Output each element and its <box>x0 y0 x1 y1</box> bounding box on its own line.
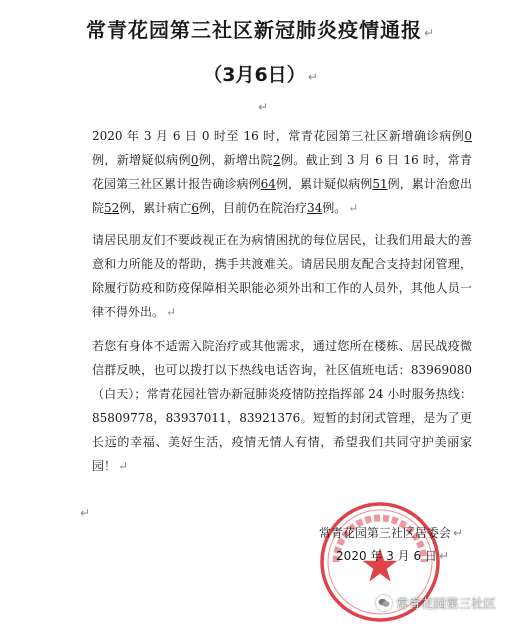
para1-text: 例，累计病亡 <box>119 201 192 215</box>
notice-title-text: 常青花园第三社区新冠肺炎疫情通报 <box>85 18 422 42</box>
paragraph-mark-icon: ↵ <box>307 70 318 84</box>
new-suspected-count: 0 <box>190 153 199 167</box>
hotline-text: 若您有身体不适需入院治疗或其他需求，通过您所在楼栋、居民战疫微信群反映，也可以拨打以下热线电话咨询，社区值班电话：83969080（白天）；常青花园社管办新冠肺炎疫情防控指挥部 24 小时服务热线：85809778，83937011，83921376。短暂的封闭式管理，是为了更长远的幸福、美好生活，疫情无情人有情，希望我们共同守护美丽家园！ <box>92 339 472 473</box>
notice-date-subtitle <box>0 60 521 87</box>
para1-text: 例。截止到 3 月 6 日 16 时，常青花园第三社区累计报告确诊病例 <box>92 153 472 191</box>
appeal-text: 请居民朋友们不要歧视正在为病情困扰的每位居民，让我们用最大的善意和力所能及的帮助，携手共渡难关。请居民朋友配合支持封闭管理，除履行防疫和防疫保障相关职能必须外出和工作的人员外，其他人员一律不得外出。 <box>92 233 472 319</box>
signer-name: 常青花园第三社区居委会 <box>318 526 451 540</box>
para1-text: 例，新增疑似病例 <box>92 153 191 167</box>
paragraph-mark-icon: ↵ <box>438 549 449 563</box>
statistics-paragraph <box>66 124 472 220</box>
para1-text: 例。 <box>322 201 347 215</box>
notice-title <box>0 14 521 43</box>
para1-text: 2020 年 3 月 6 日 0 时至 16 时，常青花园第三社区新增确诊病例 <box>92 129 465 143</box>
paragraph-mark-icon: ↵ <box>452 526 463 540</box>
paragraph-mark-icon: ↵ <box>423 26 436 40</box>
wechat-watermark <box>376 594 496 612</box>
notice-subtitle-text: （3月6日） <box>203 64 306 86</box>
total-cured-count: 52 <box>104 201 120 215</box>
paragraph-mark-icon: ↵ <box>80 506 91 520</box>
sign-date-line <box>336 547 449 564</box>
total-deaths-count: 6 <box>191 201 199 215</box>
para1-text: 例，新增出院 <box>198 153 273 167</box>
total-confirmed-count: 64 <box>260 177 276 191</box>
paragraph-mark-icon: ↵ <box>166 305 177 319</box>
watermark-text: 常青花园第三社区 <box>396 596 497 611</box>
paragraph-mark-icon: ↵ <box>258 100 269 114</box>
new-confirmed-count: 0 <box>464 129 472 143</box>
sign-date: 2020 年 3 月 6 日 <box>336 549 437 563</box>
in-hospital-count: 34 <box>306 201 323 215</box>
new-discharged-count: 2 <box>272 153 281 167</box>
wechat-icon <box>376 595 392 611</box>
para1-text: 例，目前仍在院治疗 <box>198 201 307 215</box>
appeal-paragraph <box>66 228 472 324</box>
signer-line <box>319 524 463 541</box>
hotline-paragraph <box>66 334 472 478</box>
para1-text: 例，累计疑似病例 <box>275 177 373 191</box>
paragraph-mark-icon: ↵ <box>348 201 359 215</box>
paragraph-mark-icon: ↵ <box>118 459 129 473</box>
para1-text: 例，累计治愈出院 <box>92 177 472 215</box>
total-suspected-count: 51 <box>372 177 388 191</box>
